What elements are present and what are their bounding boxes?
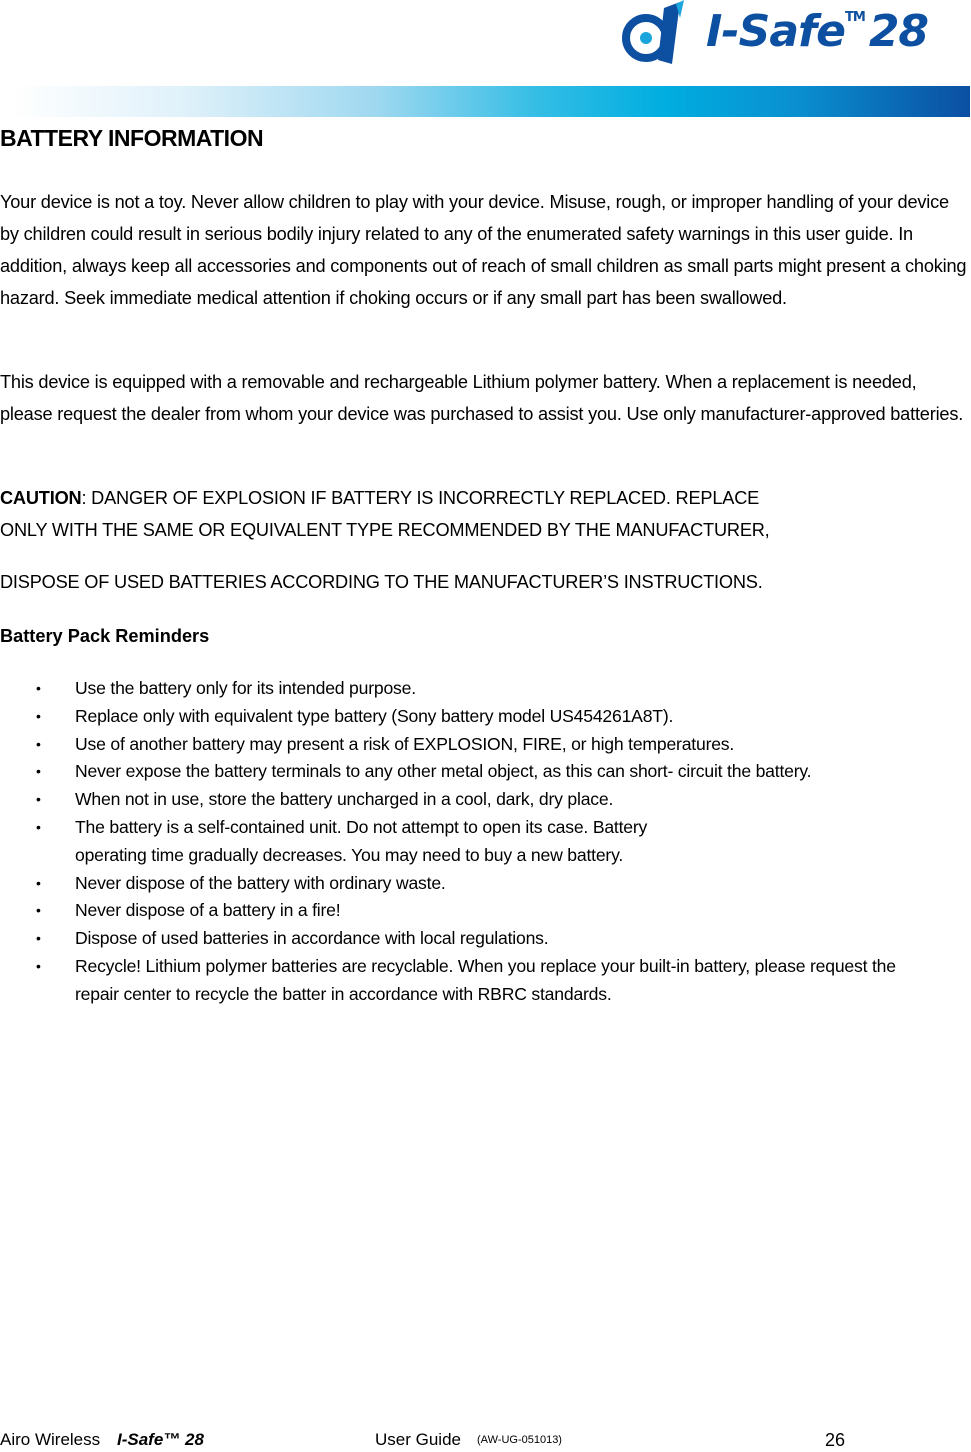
list-item [0, 703, 940, 731]
list-item-text: Use the battery only for its intended purpose. [75, 678, 416, 698]
bullet-icon: • [36, 680, 41, 696]
caution-dispose: DISPOSE OF USED BATTERIES ACCORDING TO THE MANUFACTURER’S INSTRUCTIONS. [0, 572, 763, 592]
brand-logo [618, 0, 963, 70]
bullet-icon: • [36, 735, 41, 752]
footer-brand: Airo Wireless [0, 1430, 101, 1449]
list-item-text: Recycle! Lithium polymer batteries are recyclable. When you replace your built-in battery, please request the repair center to recycle the batter in accordance with RBRC standards. [75, 955, 896, 1004]
list-item-text-continued: operating time gradually decreases. You may need to buy a new battery. [75, 844, 624, 865]
bullet-icon: • [36, 957, 41, 974]
bullet-icon: • [36, 707, 41, 724]
bullet-icon: • [36, 902, 41, 919]
list-item [0, 786, 940, 814]
page-footer [0, 1428, 971, 1452]
list-item [0, 953, 940, 1009]
list-item [0, 814, 940, 870]
footer-guide-label: User Guide [375, 1430, 461, 1449]
bullet-icon: • [36, 930, 41, 947]
battery-replacement-paragraph: This device is equipped with a removable and rechargeable Lithium polymer battery. When a replacement is needed, please request the dealer from whom your device was purchased to assist you. Use only manufacturer-approved batteries. [0, 372, 964, 424]
list-item [0, 758, 940, 786]
bullet-icon: • [36, 818, 41, 835]
reminders-heading: Battery Pack Reminders [0, 626, 210, 646]
list-item-text: Never dispose of the battery with ordinary waste. [75, 872, 446, 893]
logo-name: I-Safe [706, 6, 845, 57]
caution-line-2: ONLY WITH THE SAME OR EQUIVALENT TYPE RECOMMENDED BY THE MANUFACTURER, [0, 520, 770, 540]
list-item [0, 675, 940, 703]
list-item [0, 897, 940, 925]
list-item-text: When not in use, store the battery uncharged in a cool, dark, dry place. [75, 789, 614, 810]
caution-line-1: : DANGER OF EXPLOSION IF BATTERY IS INCORRECTLY REPLACED. REPLACE [81, 488, 760, 508]
logo-tm: TM [845, 10, 865, 25]
caution-block [0, 482, 971, 546]
footer-product: I-Safe™ 28 [117, 1430, 204, 1449]
logo-model: 28 [868, 6, 929, 57]
bullet-icon: • [36, 763, 41, 780]
list-item [0, 925, 940, 953]
logo-wordmark [706, 6, 928, 57]
caution-label: CAUTION [0, 488, 82, 508]
header-gradient-band [12, 86, 970, 117]
reminders-list [0, 675, 940, 1009]
list-item [0, 870, 940, 898]
bullet-icon: • [36, 874, 41, 891]
child-safety-paragraph: Your device is not a toy. Never allow children to play with your device. Misuse, rough, or improper handling of your device by children could result in serious bodily injury related to any of the enumerated safety warnings in this user guide. In addition, always keep all accessories and components out of reach of small children as small parts might present a choking hazard. Seek immediate medical attention if choking occurs or if any small part has been swallowed. [0, 192, 967, 308]
list-item-text: Replace only with equivalent type battery (Sony battery model US454261A8T). [75, 705, 674, 726]
list-item-text: Use of another battery may present a risk of EXPLOSION, FIRE, or high temperatures. [75, 733, 735, 754]
list-item-text: Never dispose of a battery in a fire! [75, 900, 341, 921]
page-title: BATTERY INFORMATION [0, 125, 264, 151]
list-item-text: Dispose of used batteries in accordance with local regulations. [75, 928, 549, 949]
bullet-icon: • [36, 791, 41, 808]
footer-doc-code: (AW-UG-051013) [477, 1434, 562, 1446]
list-item-text: The battery is a self-contained unit. Do not attempt to open its case. Battery [75, 816, 648, 837]
logo-mark-icon [618, 0, 698, 70]
list-item-text: Never expose the battery terminals to any other metal object, as this can short- circuit the battery. [75, 761, 812, 782]
page-number: 26 [825, 1430, 846, 1450]
list-item [0, 731, 940, 759]
